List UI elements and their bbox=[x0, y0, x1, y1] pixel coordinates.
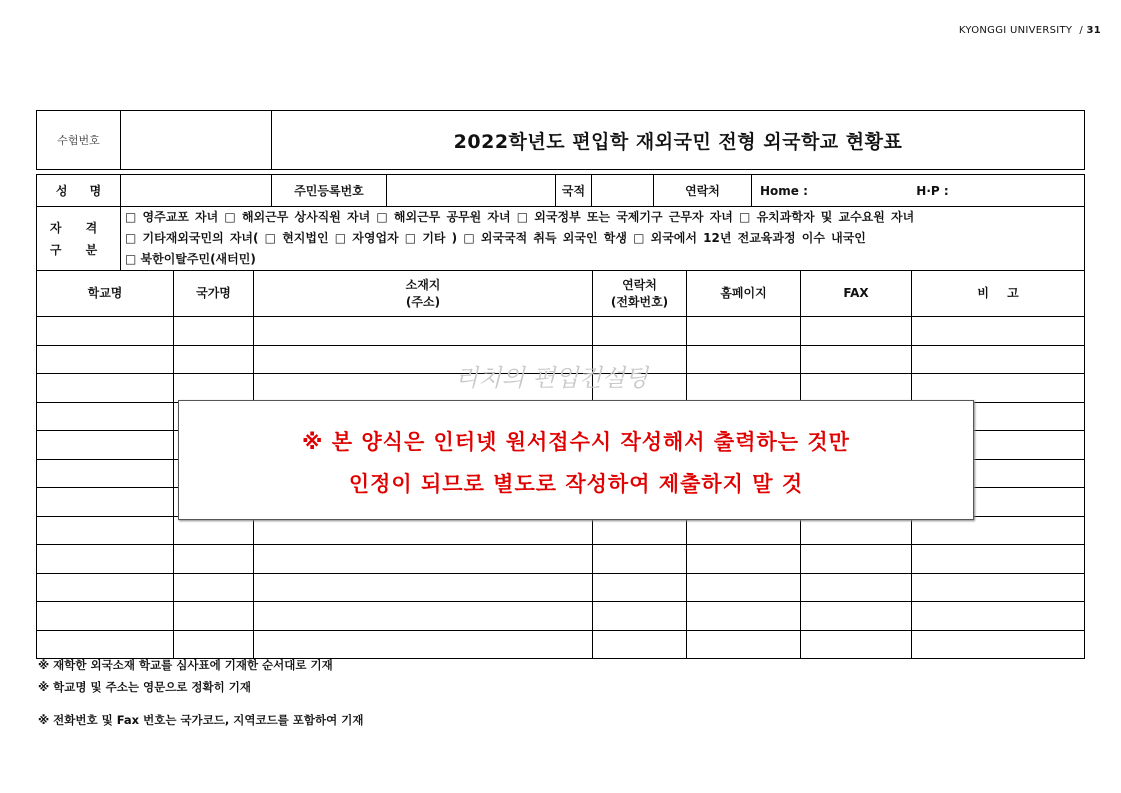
exam-number-label: 수험번호 bbox=[37, 111, 121, 170]
qualification-option-line3[interactable]: □ 북한이탈주민(새터민) bbox=[125, 252, 256, 266]
table-row bbox=[37, 630, 1085, 659]
title-table bbox=[36, 110, 1085, 170]
table-cell[interactable] bbox=[254, 516, 593, 545]
table-cell[interactable] bbox=[593, 516, 687, 545]
table-cell[interactable] bbox=[37, 431, 174, 460]
table-cell[interactable] bbox=[174, 345, 254, 374]
table-cell[interactable] bbox=[912, 630, 1085, 659]
table-cell[interactable] bbox=[801, 317, 912, 346]
col-phone-line1: 연락처 bbox=[622, 277, 657, 292]
table-cell[interactable] bbox=[593, 602, 687, 631]
notice-line2: 인정이 되므로 별도로 작성하여 제출하지 말 것 bbox=[348, 472, 804, 496]
col-fax: FAX bbox=[801, 271, 912, 317]
col-school-name: 학교명 bbox=[37, 271, 174, 317]
table-row bbox=[37, 545, 1085, 574]
table-cell[interactable] bbox=[687, 317, 801, 346]
table-cell[interactable] bbox=[37, 573, 174, 602]
table-cell[interactable] bbox=[912, 602, 1085, 631]
resident-number-field[interactable] bbox=[387, 175, 556, 207]
table-cell[interactable] bbox=[37, 516, 174, 545]
footnote: ※ 전화번호 및 Fax 번호는 국가코드, 지역코드를 포함하여 기재 bbox=[38, 713, 364, 727]
table-cell[interactable] bbox=[801, 602, 912, 631]
col-remarks: 비 고 bbox=[912, 271, 1085, 317]
table-cell[interactable] bbox=[37, 630, 174, 659]
table-cell[interactable] bbox=[254, 573, 593, 602]
qualification-label-line1: 자 격 bbox=[49, 220, 108, 235]
table-row bbox=[37, 317, 1085, 346]
name-field[interactable] bbox=[121, 175, 272, 207]
table-cell[interactable] bbox=[912, 374, 1085, 403]
table-row bbox=[37, 573, 1085, 602]
nationality-field[interactable] bbox=[592, 175, 654, 207]
exam-number-field[interactable] bbox=[121, 111, 272, 170]
table-cell[interactable] bbox=[37, 402, 174, 431]
table-cell[interactable] bbox=[687, 545, 801, 574]
header-separator: / bbox=[1079, 25, 1083, 36]
table-cell[interactable] bbox=[593, 573, 687, 602]
qualification-options bbox=[121, 207, 1085, 271]
col-address-line1: 소재지 bbox=[405, 277, 441, 292]
footnote: ※ 학교명 및 주소는 영문으로 정확히 기재 bbox=[38, 680, 251, 694]
col-phone-line2: (전화번호) bbox=[610, 294, 669, 309]
table-cell[interactable] bbox=[912, 573, 1085, 602]
contact-field[interactable] bbox=[752, 175, 1085, 207]
form-title: 2022학년도 편입학 재외국민 전형 외국학교 현황표 bbox=[272, 111, 1085, 170]
table-cell[interactable] bbox=[174, 317, 254, 346]
nationality-label: 국적 bbox=[556, 175, 592, 207]
table-cell[interactable] bbox=[174, 516, 254, 545]
table-cell[interactable] bbox=[37, 488, 174, 517]
page-number: 31 bbox=[1086, 25, 1101, 36]
table-cell[interactable] bbox=[912, 516, 1085, 545]
table-cell[interactable] bbox=[37, 374, 174, 403]
watermark-korean: 리치의 편입컨설팅 bbox=[455, 364, 649, 392]
table-row bbox=[37, 602, 1085, 631]
table-cell[interactable] bbox=[801, 516, 912, 545]
table-cell[interactable] bbox=[801, 374, 912, 403]
table-row bbox=[37, 516, 1085, 545]
col-phone bbox=[593, 271, 687, 317]
table-cell[interactable] bbox=[912, 317, 1085, 346]
applicant-info-table bbox=[36, 174, 1085, 271]
table-cell[interactable] bbox=[593, 630, 687, 659]
footnote: ※ 재학한 외국소재 학교를 심사표에 기재한 순서대로 기재 bbox=[38, 658, 333, 672]
table-cell[interactable] bbox=[687, 573, 801, 602]
table-cell[interactable] bbox=[593, 545, 687, 574]
table-cell[interactable] bbox=[254, 602, 593, 631]
table-cell[interactable] bbox=[174, 374, 254, 403]
notice-box bbox=[178, 400, 974, 520]
table-cell[interactable] bbox=[687, 374, 801, 403]
table-cell[interactable] bbox=[254, 630, 593, 659]
table-cell[interactable] bbox=[174, 573, 254, 602]
table-cell[interactable] bbox=[174, 545, 254, 574]
table-cell[interactable] bbox=[687, 345, 801, 374]
table-cell[interactable] bbox=[37, 345, 174, 374]
table-cell[interactable] bbox=[37, 317, 174, 346]
page-header bbox=[959, 25, 1101, 36]
table-cell[interactable] bbox=[801, 573, 912, 602]
table-cell[interactable] bbox=[174, 602, 254, 631]
table-cell[interactable] bbox=[687, 516, 801, 545]
qualification-label bbox=[37, 207, 121, 271]
col-address-line2: (주소) bbox=[405, 294, 441, 309]
notice-line1: ※ 본 양식은 인터넷 원서접수시 작성해서 출력하는 것만 bbox=[302, 430, 850, 454]
table-cell[interactable] bbox=[37, 602, 174, 631]
qualification-option-line1[interactable]: □ 영주교포 자녀 □ 해외근무 상사직원 자녀 □ 해외근무 공무원 자녀 □ 외국정부 또는 국제기구 근무자 자녀 □ 유치과학자 및 교수요원 자녀 bbox=[125, 210, 915, 224]
table-cell[interactable] bbox=[593, 317, 687, 346]
mobile-phone-label: H·P : bbox=[916, 183, 949, 198]
university-name: KYONGGI UNIVERSITY bbox=[958, 25, 1073, 36]
table-cell[interactable] bbox=[687, 630, 801, 659]
table-cell[interactable] bbox=[912, 345, 1085, 374]
table-cell[interactable] bbox=[254, 317, 593, 346]
col-address bbox=[254, 271, 593, 317]
table-cell[interactable] bbox=[254, 545, 593, 574]
table-cell[interactable] bbox=[687, 602, 801, 631]
table-cell[interactable] bbox=[801, 630, 912, 659]
col-homepage: 홈페이지 bbox=[687, 271, 801, 317]
name-label: 성 명 bbox=[37, 175, 121, 207]
qualification-label-line2: 구 분 bbox=[49, 242, 108, 257]
table-cell[interactable] bbox=[801, 345, 912, 374]
col-country: 국가명 bbox=[174, 271, 254, 317]
table-cell[interactable] bbox=[37, 459, 174, 488]
table-cell[interactable] bbox=[912, 545, 1085, 574]
resident-number-label: 주민등록번호 bbox=[272, 175, 387, 207]
table-cell[interactable] bbox=[174, 630, 254, 659]
school-table-header bbox=[37, 271, 1085, 317]
qualification-option-line2[interactable]: □ 기타재외국민의 자녀( □ 현지법인 □ 자영업자 □ 기타 ) □ 외국국적 취득 외국인 학생 □ 외국에서 12년 전교육과정 이수 내국인 bbox=[125, 231, 866, 245]
table-cell[interactable] bbox=[37, 545, 174, 574]
table-cell[interactable] bbox=[801, 545, 912, 574]
home-phone-label: Home : bbox=[760, 183, 808, 198]
contact-label: 연락처 bbox=[654, 175, 752, 207]
